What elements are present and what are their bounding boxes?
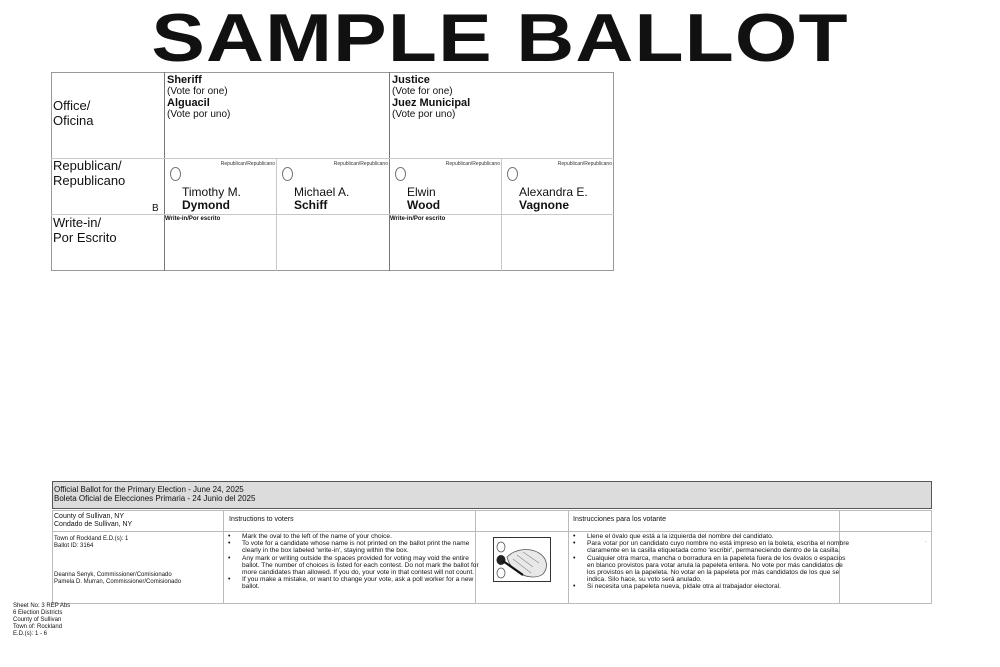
party-code: B xyxy=(152,203,159,214)
row-label-writein: Write-in/ Por Escrito xyxy=(53,215,117,245)
vote-oval[interactable] xyxy=(395,167,406,181)
candidate-cell xyxy=(277,159,389,214)
commissioner-1: Deanna Senyk, Commissioner/Comisionado xyxy=(54,572,172,578)
ballot-info xyxy=(54,536,128,550)
instructions-en xyxy=(226,533,486,591)
candidate-first-name: Michael A. xyxy=(294,185,350,199)
contest-title-es: Alguacil xyxy=(167,97,210,109)
contest-title: Sheriff xyxy=(167,74,202,86)
candidate-cell xyxy=(390,159,501,214)
county-block xyxy=(54,513,132,529)
footer-banner xyxy=(52,481,932,509)
contest-title: Justice xyxy=(392,74,430,86)
contest-vote-for-es: (Vote por uno) xyxy=(167,109,231,120)
corner-dot: . xyxy=(925,538,927,544)
sheet-info-line: Town of: Rockland xyxy=(13,624,63,630)
party-label: Republican/Republicano xyxy=(220,161,275,167)
sheet-info-line: E.D.(s): 1 - 6 xyxy=(13,631,48,637)
commissioner-2: Pamela D. Murran, Commissioner/Comisionado xyxy=(54,579,182,585)
instructions-en-title: Instructions to voters xyxy=(229,516,294,523)
vote-oval[interactable] xyxy=(170,167,181,181)
contest-sheriff xyxy=(167,74,230,120)
candidate-cell xyxy=(502,159,613,214)
instruction-item: • Any mark or writing outside the spaces provided for voting may void the entire ballot. The number of choices is listed for each contest. Do not mark the ballot for more candidates than allowed. If you do, your vote in that contest will not count. xyxy=(242,555,486,577)
party-label: Republican/Republicano xyxy=(333,161,388,167)
instruction-item: • Mark the oval to the left of the name of your choice. xyxy=(242,533,486,540)
county-en: County of Sullivan, NY xyxy=(54,513,125,520)
instructions-es-title: Instrucciones para los votante xyxy=(573,516,666,523)
candidate-last-name: Vagnone xyxy=(519,198,570,212)
sheet-info-line: 6 Election Districts xyxy=(13,610,63,616)
sheet-info-line: County of Sullivan xyxy=(13,617,62,623)
writein-field-justice[interactable]: Write-in/Por escrito xyxy=(390,216,446,222)
candidate-last-name: Dymond xyxy=(182,198,230,212)
candidate-first-name: Timothy M. xyxy=(182,185,241,199)
instructions-es xyxy=(571,533,853,591)
candidate-first-name: Elwin xyxy=(407,185,436,199)
vote-oval[interactable] xyxy=(507,167,518,181)
contest-vote-for-es: (Vote por uno) xyxy=(392,109,456,120)
writein-field-sheriff[interactable]: Write-in/Por escrito xyxy=(165,216,221,222)
instruction-item: • Si necesita una papeleta nueva, pídale otra al trabajador electoral. xyxy=(587,583,853,590)
instruction-item: • To vote for a candidate whose name is not printed on the ballot print the name clearly in the box labeled 'write-in', staying within the box. xyxy=(242,540,486,554)
town-line: Town of Rockland E.D.(s): 1 xyxy=(54,536,129,542)
contest-justice xyxy=(392,74,470,120)
candidate-last-name: Schiff xyxy=(294,198,328,212)
party-label: Republican/Republicano xyxy=(557,161,612,167)
candidate-last-name: Wood xyxy=(407,198,441,212)
page-title: SAMPLE BALLOT xyxy=(151,0,849,76)
banner-spanish: Boleta Oficial de Elecciones Primaria - 24 Junio del 2025 xyxy=(54,494,256,503)
hand-marking-illustration xyxy=(493,537,551,582)
instruction-item: • Para votar por un candidato cuyo nombre no está impreso en la boleta, escriba el nombre claramente en la casilla etiquetada como 'escribir', permaneciendo dentro de la casilla. xyxy=(587,540,853,554)
candidate-first-name: Alexandra E. xyxy=(519,185,588,199)
contest-vote-for: (Vote for one) xyxy=(392,86,453,97)
instruction-item: • If you make a mistake, or want to change your vote, ask a poll worker for a new ballot. xyxy=(242,576,486,590)
instruction-item: • Cualquier otra marca, mancha o borradura en la papeleta fuera de los óvalos o espacios en blanco provistos para votar anula la papeleta entera. No vote por más candidatos de los provistos en la papeleta. No votar en la papeleta por más candidatos de los que se indica. Silo hace, su voto será anulado. xyxy=(587,555,853,584)
sheet-info-line: Sheet No: 3 REP Abs xyxy=(13,603,71,609)
contest-title-es: Juez Municipal xyxy=(392,97,471,109)
party-label: Republican/Republicano xyxy=(445,161,500,167)
row-label-office: Office/ Oficina xyxy=(53,98,94,128)
county-es: Condado de Sullivan, NY xyxy=(54,521,133,528)
commissioners xyxy=(54,572,181,586)
instruction-item: • Llene el óvalo que está a la izquierda del nombre del candidato. xyxy=(587,533,853,540)
contest-vote-for: (Vote for one) xyxy=(167,86,228,97)
vote-oval[interactable] xyxy=(282,167,293,181)
banner-english: Official Ballot for the Primary Election - June 24, 2025 xyxy=(54,485,244,494)
footer-table xyxy=(52,510,932,604)
ballot-grid xyxy=(51,72,614,271)
candidate-cell xyxy=(165,159,276,214)
row-label-party: Republican/ Republicano xyxy=(53,158,126,188)
ballot-id: Ballot ID: 3164 xyxy=(54,543,94,549)
sheet-info xyxy=(13,603,70,638)
